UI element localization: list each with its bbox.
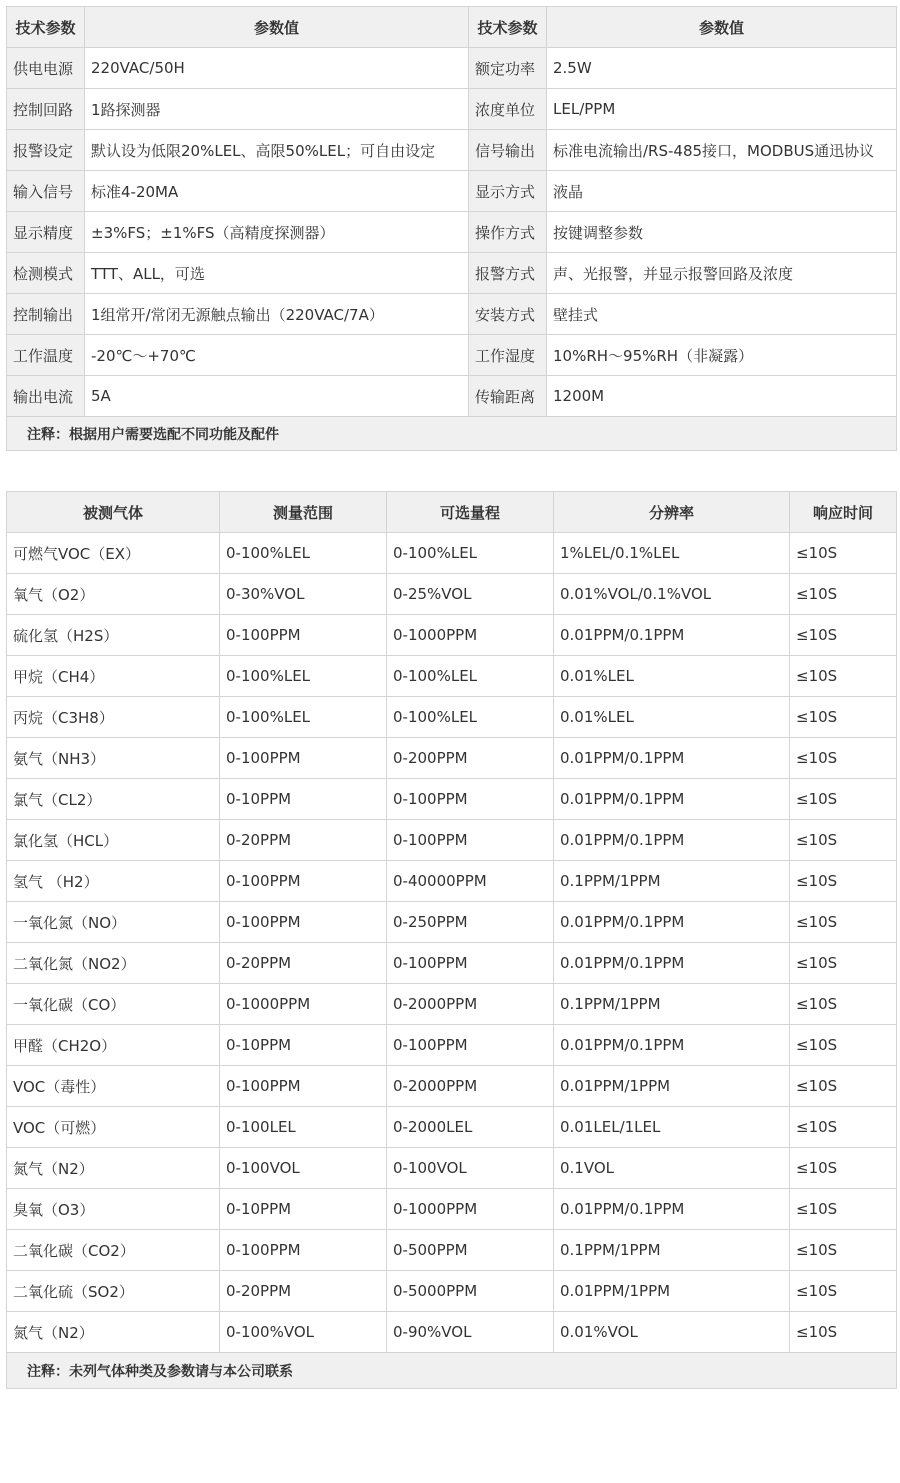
spec-row (7, 376, 897, 417)
gas-cell: ≤10S (790, 1107, 897, 1148)
gas-cell: 0-100PPM (220, 902, 387, 943)
gas-cell: 甲醛（CH2O） (7, 1025, 220, 1066)
spec-param-value: TTT、ALL，可选 (85, 253, 469, 294)
spec-param-value: 标准4-20MA (85, 171, 469, 212)
gas-cell: 0-20PPM (220, 1271, 387, 1312)
gas-cell: 0-90%VOL (387, 1312, 554, 1353)
gas-cell: ≤10S (790, 984, 897, 1025)
spec-param-name: 报警方式 (469, 253, 547, 294)
gas-row (7, 984, 897, 1025)
gas-row (7, 656, 897, 697)
gas-cell: 0-25%VOL (387, 574, 554, 615)
gas-cell: 0-100PPM (387, 943, 554, 984)
gas-cell: 0.1VOL (554, 1148, 790, 1189)
gas-cell: ≤10S (790, 1271, 897, 1312)
gas-cell: 0-100%LEL (387, 656, 554, 697)
gas-cell: 0-100%LEL (220, 697, 387, 738)
spec-param-value: 5A (85, 376, 469, 417)
gas-cell: 0.01PPM/1PPM (554, 1271, 790, 1312)
gas-cell: 0.01PPM/0.1PPM (554, 902, 790, 943)
gas-note: 注释：未列气体种类及参数请与本公司联系 (7, 1353, 897, 1389)
spec-note: 注释：根据用户需要选配不同功能及配件 (7, 417, 897, 451)
gas-cell: 0.01PPM/0.1PPM (554, 820, 790, 861)
spec-param-value: 按键调整参数 (547, 212, 897, 253)
gas-cell: 一氧化碳（CO） (7, 984, 220, 1025)
gas-cell: 0-100PPM (220, 1066, 387, 1107)
gas-cell: ≤10S (790, 1025, 897, 1066)
gas-cell: 0.01PPM/0.1PPM (554, 615, 790, 656)
gas-cell: 0-100%LEL (387, 697, 554, 738)
gas-cell: 0-20PPM (220, 820, 387, 861)
spec-note-row (7, 417, 897, 451)
gas-cell: 0-20PPM (220, 943, 387, 984)
gas-row (7, 1148, 897, 1189)
gas-header-cell: 被测气体 (7, 492, 220, 533)
gas-cell: 0-5000PPM (387, 1271, 554, 1312)
gas-cell: 氧气（O2） (7, 574, 220, 615)
gas-cell: 0-100%LEL (387, 533, 554, 574)
spec-row (7, 335, 897, 376)
spec-param-value: ±3%FS；±1%FS（高精度探测器） (85, 212, 469, 253)
spec-param-value: 默认设为低限20%LEL、高限50%LEL；可自由设定 (85, 130, 469, 171)
gas-cell: 0.01%LEL (554, 697, 790, 738)
gas-cell: ≤10S (790, 1148, 897, 1189)
spec-param-name: 输出电流 (7, 376, 85, 417)
gas-row (7, 1312, 897, 1353)
spec-param-name: 额定功率 (469, 48, 547, 89)
spec-param-name: 安装方式 (469, 294, 547, 335)
gas-cell: 0-100PPM (220, 1230, 387, 1271)
gas-cell: 0-100PPM (387, 820, 554, 861)
gas-cell: ≤10S (790, 1312, 897, 1353)
gas-cell: 0-2000PPM (387, 1066, 554, 1107)
gas-cell: 0-200PPM (387, 738, 554, 779)
gas-table-body (7, 492, 897, 1389)
gas-cell: ≤10S (790, 738, 897, 779)
spec-param-value: 壁挂式 (547, 294, 897, 335)
gas-cell: ≤10S (790, 1189, 897, 1230)
spec-row (7, 171, 897, 212)
gas-cell: ≤10S (790, 861, 897, 902)
gas-cell: 氨气（NH3） (7, 738, 220, 779)
spec-param-value: 1组常开/常闭无源触点输出（220VAC/7A） (85, 294, 469, 335)
spec-param-name: 信号输出 (469, 130, 547, 171)
gas-cell: ≤10S (790, 697, 897, 738)
spec-param-name: 供电电源 (7, 48, 85, 89)
gas-row (7, 902, 897, 943)
gas-cell: 0-2000PPM (387, 984, 554, 1025)
gas-row (7, 861, 897, 902)
gas-row (7, 1271, 897, 1312)
gas-header-row (7, 492, 897, 533)
spec-header-cell: 技术参数 (469, 7, 547, 48)
gas-cell: 0.01%VOL/0.1%VOL (554, 574, 790, 615)
spec-param-name: 工作湿度 (469, 335, 547, 376)
spec-row (7, 89, 897, 130)
gas-cell: 0-100PPM (387, 779, 554, 820)
gas-cell: ≤10S (790, 779, 897, 820)
gas-row (7, 943, 897, 984)
gas-cell: 0-100PPM (220, 738, 387, 779)
gas-cell: 氯化氢（HCL） (7, 820, 220, 861)
gas-cell: 0-1000PPM (220, 984, 387, 1025)
gas-cell: 甲烷（CH4） (7, 656, 220, 697)
gas-cell: ≤10S (790, 902, 897, 943)
spec-param-value: 10%RH～95%RH（非凝露） (547, 335, 897, 376)
spec-param-name: 控制输出 (7, 294, 85, 335)
gas-cell: 0.1PPM/1PPM (554, 861, 790, 902)
gas-cell: 0.01PPM/1PPM (554, 1066, 790, 1107)
gas-cell: 1%LEL/0.1%LEL (554, 533, 790, 574)
gas-cell: 0-1000PPM (387, 615, 554, 656)
gas-cell: 可燃气VOC（EX） (7, 533, 220, 574)
gas-cell: ≤10S (790, 943, 897, 984)
spec-param-name: 显示精度 (7, 212, 85, 253)
spec-header-cell: 参数值 (85, 7, 469, 48)
spec-table (6, 6, 897, 451)
gas-row (7, 1189, 897, 1230)
spec-param-name: 传输距离 (469, 376, 547, 417)
gas-cell: 0-100LEL (220, 1107, 387, 1148)
gas-row (7, 697, 897, 738)
gas-cell: 0.01LEL/1LEL (554, 1107, 790, 1148)
gas-cell: 0.01PPM/0.1PPM (554, 1025, 790, 1066)
spec-param-name: 浓度单位 (469, 89, 547, 130)
gas-cell: ≤10S (790, 820, 897, 861)
gas-row (7, 615, 897, 656)
gas-cell: 0.01%LEL (554, 656, 790, 697)
gas-cell: 0-500PPM (387, 1230, 554, 1271)
spec-param-name: 工作温度 (7, 335, 85, 376)
gas-cell: 0-100PPM (220, 615, 387, 656)
gas-note-row (7, 1353, 897, 1389)
gas-row (7, 1066, 897, 1107)
spec-row (7, 294, 897, 335)
gas-cell: 0-100%LEL (220, 656, 387, 697)
gas-row (7, 1230, 897, 1271)
spec-param-name: 显示方式 (469, 171, 547, 212)
spec-param-name: 控制回路 (7, 89, 85, 130)
spec-param-value: LEL/PPM (547, 89, 897, 130)
gas-cell: 0-100PPM (220, 861, 387, 902)
gas-cell: 氯气（CL2） (7, 779, 220, 820)
gas-cell: 0.01PPM/0.1PPM (554, 738, 790, 779)
gas-cell: 0-10PPM (220, 1025, 387, 1066)
gas-cell: 臭氧（O3） (7, 1189, 220, 1230)
gas-cell: 0-100PPM (387, 1025, 554, 1066)
gas-cell: VOC（毒性） (7, 1066, 220, 1107)
gas-header-cell: 测量范围 (220, 492, 387, 533)
gas-cell: 0-100%LEL (220, 533, 387, 574)
gas-cell: VOC（可燃） (7, 1107, 220, 1148)
spec-row (7, 253, 897, 294)
spec-param-name: 操作方式 (469, 212, 547, 253)
gas-row (7, 738, 897, 779)
gas-cell: 0.01PPM/0.1PPM (554, 943, 790, 984)
gas-cell: 0-10PPM (220, 1189, 387, 1230)
gas-header-cell: 响应时间 (790, 492, 897, 533)
gas-cell: 0.01%VOL (554, 1312, 790, 1353)
gas-cell: 0-250PPM (387, 902, 554, 943)
spec-param-name: 报警设定 (7, 130, 85, 171)
gas-cell: ≤10S (790, 533, 897, 574)
gas-cell: ≤10S (790, 656, 897, 697)
gas-cell: 0-100%VOL (220, 1312, 387, 1353)
spec-header-row (7, 7, 897, 48)
gas-row (7, 1025, 897, 1066)
gas-cell: 0-100VOL (387, 1148, 554, 1189)
gas-header-cell: 可选量程 (387, 492, 554, 533)
gas-cell: ≤10S (790, 574, 897, 615)
gas-cell: 二氧化碳（CO2） (7, 1230, 220, 1271)
gas-cell: 丙烷（C3H8） (7, 697, 220, 738)
spec-param-name: 输入信号 (7, 171, 85, 212)
spec-table-body (7, 7, 897, 451)
spec-param-value: 标准电流输出/RS-485接口，MODBUS通迅协议 (547, 130, 897, 171)
spec-param-value: 液晶 (547, 171, 897, 212)
gas-cell: ≤10S (790, 615, 897, 656)
gas-cell: 0-10PPM (220, 779, 387, 820)
gas-cell: 二氧化硫（SO2） (7, 1271, 220, 1312)
spec-param-value: 220VAC/50H (85, 48, 469, 89)
spec-param-value: -20℃～+70℃ (85, 335, 469, 376)
gas-cell: 0.01PPM/0.1PPM (554, 1189, 790, 1230)
gas-cell: 0-2000LEL (387, 1107, 554, 1148)
gas-cell: 硫化氢（H2S） (7, 615, 220, 656)
spec-header-cell: 技术参数 (7, 7, 85, 48)
gas-header-cell: 分辨率 (554, 492, 790, 533)
spec-row (7, 130, 897, 171)
spec-param-value: 声、光报警，并显示报警回路及浓度 (547, 253, 897, 294)
gas-cell: 氮气（N2） (7, 1312, 220, 1353)
gas-row (7, 533, 897, 574)
gas-cell: 0.01PPM/0.1PPM (554, 779, 790, 820)
gas-row (7, 779, 897, 820)
gas-cell: ≤10S (790, 1230, 897, 1271)
gas-cell: ≤10S (790, 1066, 897, 1107)
gas-cell: 一氧化氮（NO） (7, 902, 220, 943)
gas-cell: 0.1PPM/1PPM (554, 984, 790, 1025)
gas-cell: 0-30%VOL (220, 574, 387, 615)
gas-cell: 0.1PPM/1PPM (554, 1230, 790, 1271)
spec-param-name: 检测模式 (7, 253, 85, 294)
gas-cell: 二氧化氮（NO2） (7, 943, 220, 984)
gas-cell: 0-100VOL (220, 1148, 387, 1189)
gas-cell: 0-1000PPM (387, 1189, 554, 1230)
gas-table (6, 491, 897, 1389)
spec-param-value: 1200M (547, 376, 897, 417)
gas-row (7, 820, 897, 861)
spec-header-cell: 参数值 (547, 7, 897, 48)
gas-cell: 氢气 （H2） (7, 861, 220, 902)
gas-row (7, 574, 897, 615)
gas-row (7, 1107, 897, 1148)
spec-row (7, 212, 897, 253)
gas-cell: 0-40000PPM (387, 861, 554, 902)
spec-param-value: 1路探测器 (85, 89, 469, 130)
spec-row (7, 48, 897, 89)
spec-param-value: 2.5W (547, 48, 897, 89)
gas-cell: 氮气（N2） (7, 1148, 220, 1189)
